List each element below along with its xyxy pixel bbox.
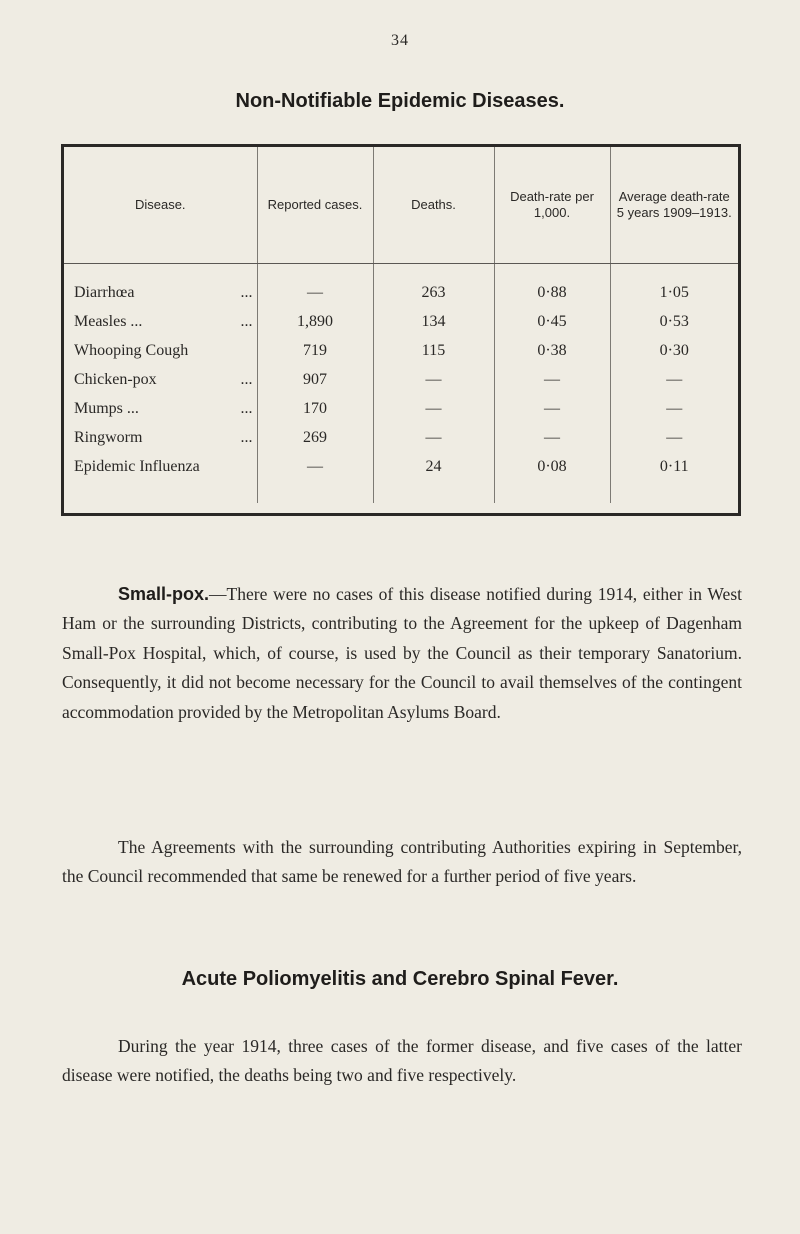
average-death-rate-cell: 0·53 — [659, 312, 689, 330]
reported-cases-cell: 269 — [257, 423, 373, 452]
header-death-rate: Death-rate per 1,000. — [494, 147, 610, 264]
disease-name: Mumps ... ... — [64, 394, 257, 423]
page-number: 34 — [391, 32, 409, 49]
header-deaths: Deaths. — [373, 147, 494, 264]
deaths-cell: 115 — [373, 336, 494, 365]
average-death-rate-cell: 0·30 — [659, 341, 689, 359]
polio-section-title: Acute Poliomyelitis and Cerebro Spinal Fever. — [181, 968, 619, 990]
table-row — [64, 264, 738, 308]
header-reported-cases: Reported cases. — [257, 147, 373, 264]
deaths-cell: 134 — [373, 307, 494, 336]
death-rate-cell: 0·45 — [494, 307, 610, 336]
disease-name: Whooping Cough — [64, 336, 257, 365]
table-row — [64, 423, 738, 452]
smallpox-heading: Small-pox. — [118, 583, 210, 604]
reported-cases-cell: — — [257, 264, 373, 308]
disease-name: Chicken-pox ... — [64, 365, 257, 394]
table-spacer-row — [64, 481, 738, 503]
smallpox-paragraph — [62, 580, 742, 728]
deaths-cell: — — [373, 423, 494, 452]
reported-cases-cell: 1,890 — [257, 307, 373, 336]
disease-name: Measles ... ... — [64, 307, 257, 336]
deaths-cell: 263 — [373, 264, 494, 308]
average-death-rate-cell: 1·05 — [659, 283, 689, 301]
table-row — [64, 307, 738, 336]
section-title: Non-Notifiable Epidemic Diseases. — [235, 90, 565, 112]
table-header-row — [64, 147, 738, 264]
disease-table-frame — [61, 144, 741, 516]
smallpox-text: —There were no cases of this disease notified during 1914, either in West Ham or the surrounding Districts, contributing to the Agreement for the upkeep of Dagenham Small-Pox Hospital, which, of course, is used by the Council as their temporary Sanatorium. Consequently, it did not become necessary for the Council to avail themselves of the contingent accommodation provided by the Metropolitan Asylums Board. — [62, 583, 742, 722]
polio-paragraph: During the year 1914, three cases of the former disease, and five cases of the latter disease were notified, the deaths being two and five respectively. — [62, 1035, 742, 1085]
death-rate-cell: 0·08 — [494, 452, 610, 481]
table-row — [64, 365, 738, 394]
average-death-rate-cell: — — [666, 428, 683, 446]
deaths-cell: — — [373, 394, 494, 423]
average-death-rate-cell: — — [666, 370, 683, 388]
table-row — [64, 452, 738, 481]
death-rate-cell: — — [494, 423, 610, 452]
reported-cases-cell: 170 — [257, 394, 373, 423]
disease-table — [64, 147, 738, 503]
average-death-rate-cell: — — [666, 399, 683, 417]
reported-cases-cell: 907 — [257, 365, 373, 394]
disease-name: Diarrhœa ... — [64, 264, 257, 308]
death-rate-cell: — — [494, 365, 610, 394]
reported-cases-cell: 719 — [257, 336, 373, 365]
deaths-cell: 24 — [373, 452, 494, 481]
disease-name: Epidemic Influenza — [64, 452, 257, 481]
table-row — [64, 336, 738, 365]
death-rate-cell: 0·38 — [494, 336, 610, 365]
disease-name: Ringworm ... — [64, 423, 257, 452]
header-average-death-rate: Average death-rate 5 years 1909–1913. — [610, 147, 738, 264]
reported-cases-cell: — — [257, 452, 373, 481]
header-disease: Disease. — [64, 147, 257, 264]
table-row — [64, 394, 738, 423]
death-rate-cell: 0·88 — [494, 264, 610, 308]
agreements-paragraph: The Agreements with the surrounding contributing Authorities expiring in September, the Council recommended that same be renewed for a further period of five years. — [62, 836, 742, 886]
deaths-cell: — — [373, 365, 494, 394]
death-rate-cell: — — [494, 394, 610, 423]
average-death-rate-cell: 0·11 — [659, 457, 689, 475]
